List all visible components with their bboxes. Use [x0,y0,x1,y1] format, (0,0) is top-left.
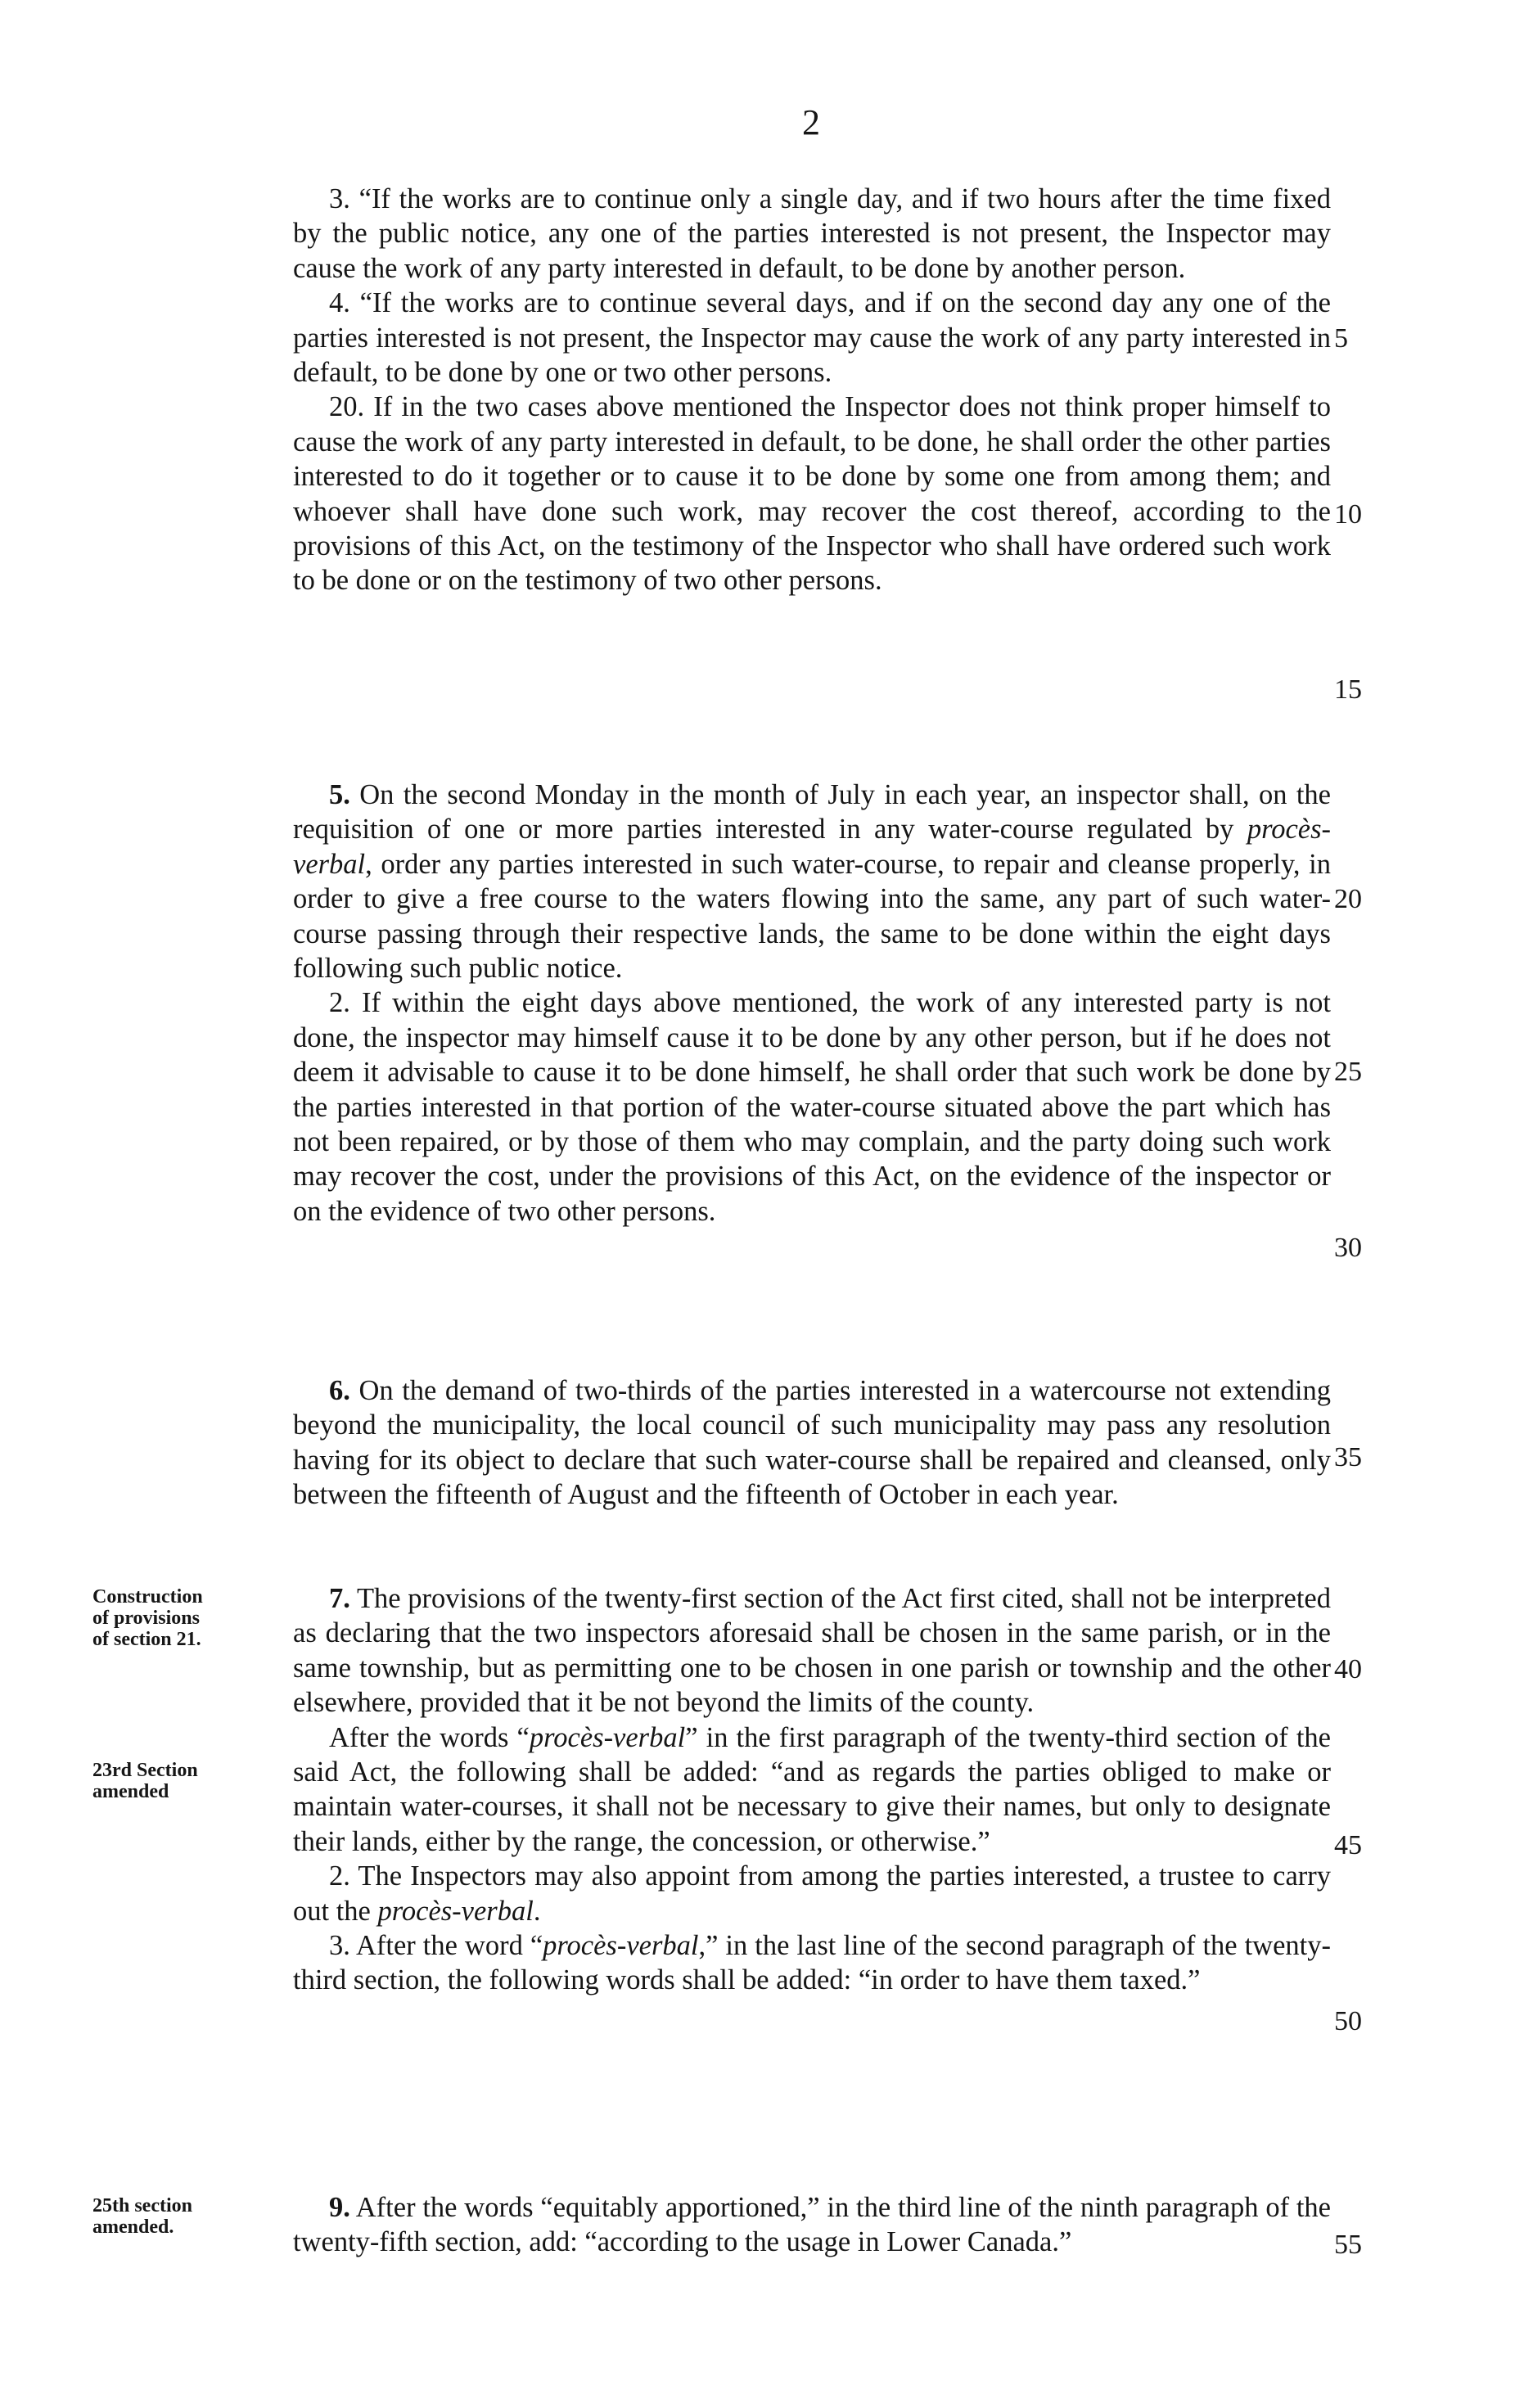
line-number: 55 [1334,2230,1362,2260]
paragraph-20: 20. If in the two cases above mentioned the Inspector does not think proper himself to cause the work of any party interested in default, to be done, he shall order the other parties interested to do it together or to cause it to be done by some one from among them; and whoever shall have done such work, may recover the cost thereof, according to the provisions of this Act, on the testimony of the Inspector who shall have ordered such work to be done or on the testimony of two other persons. [293,391,1331,597]
line-number: 15 [1334,674,1362,705]
line-number: 5 [1334,323,1348,354]
margin-note-construction: Construction of provisions of section 21. [92,1586,203,1650]
text-block-section-6 [293,1373,1331,1513]
section-9: 9. After the words “equitably apportioned,” in the third line of the ninth paragraph of the twenty-fifth section, add: “according to the usage in Lower Canada.” [293,2192,1331,2258]
section-5-subsection-2: 2. If within the eight days above mentioned, the work of any interested party is not done, the inspector may himself cause it to be done by any other person, but if he does not deem it advisable to cause it to be done himself, he shall order that such work be done by the parties interested in that portion of the water-course situated above the part which has not been repaired, or by those of them who may complain, and the party doing such work may recover the cost, under the provisions of this Act, on the evidence of the inspector or on the evidence of two other persons. [293,987,1331,1227]
line-number: 45 [1334,1830,1362,1860]
margin-note-25th-section: 25th section amended. [92,2195,192,2238]
section-5: 5. On the second Monday in the month of July in each year, an inspector shall, on the requisition of one or more parties interested in any water-course regulated by procès-verbal, order any parties interested in such water-course, to repair and cleanse properly, in order to give a free course to the waters flowing into the same, any part of such water-course passing through their respective lands, the same to be done within the eight days following such public notice. [293,779,1331,985]
text-block-a [293,182,1331,598]
section-6: 6. On the demand of two-thirds of the parties interested in a watercourse not extending beyond the municipality, the local council of such municipality may pass any resolution having for its object to declare that such water-course shall be repaired and cleansed, only between the fifteenth of August and the fifteenth of October in each year. [293,1375,1331,1511]
line-number: 35 [1334,1442,1362,1472]
section-7: 7. The provisions of the twenty-first section of the Act first cited, shall not be interpreted as declaring that the two inspectors aforesaid shall be chosen in the same parish, or in the same township, but as permitting one to be chosen in one parish or township and the other elsewhere, provided that it be not beyond the limits of the county. [293,1583,1331,1719]
margin-note-23rd-section: 23rd Section amended [92,1760,198,1802]
section-8-subsection-2: 2. The Inspectors may also appoint from among the parties interested, a trustee to carry out the procès-verbal. [293,1860,1331,1927]
section-number: 9. [329,2192,350,2223]
text-block-section-9 [293,2190,1331,2260]
section-number: 6. [329,1375,350,1406]
line-number: 30 [1334,1233,1362,1263]
line-number: 20 [1334,884,1362,914]
text-block-section-5 [293,778,1331,1229]
section-number: 5. [329,779,350,810]
line-number: 10 [1334,499,1362,530]
line-number: 25 [1334,1057,1362,1087]
line-number: 40 [1334,1654,1362,1684]
text-block-section-7-8 [293,1581,1331,1998]
page-number: 2 [802,102,820,142]
section-8: After the words “procès-verbal” in the first paragraph of the twenty-third section of the said Act, the following shall be added: “and as regards the parties obliged to make or maintain water-courses, it shall not be necessary to give their names, but only to designate their lands, either by the range, the concession, or otherwise.” [293,1721,1331,1857]
section-8-subsection-3: 3. After the word “procès-verbal,” in the last line of the second paragraph of the twenty-third section, the following words shall be added: “in order to have them taxed.” [293,1930,1331,1996]
line-number: 50 [1334,2006,1362,2036]
paragraph-4: 4. “If the works are to continue several days, and if on the second day any one of the parties interested is not present, the Inspector may cause the work of any party interested in default, to be done by one or two other persons. [293,287,1331,389]
paragraph-3: 3. “If the works are to continue only a single day, and if two hours after the time fixed by the public notice, any one of the parties interested is not present, the Inspector may cause the work of any party interested in default, to be done by another person. [293,183,1331,284]
section-number: 7. [329,1583,350,1614]
